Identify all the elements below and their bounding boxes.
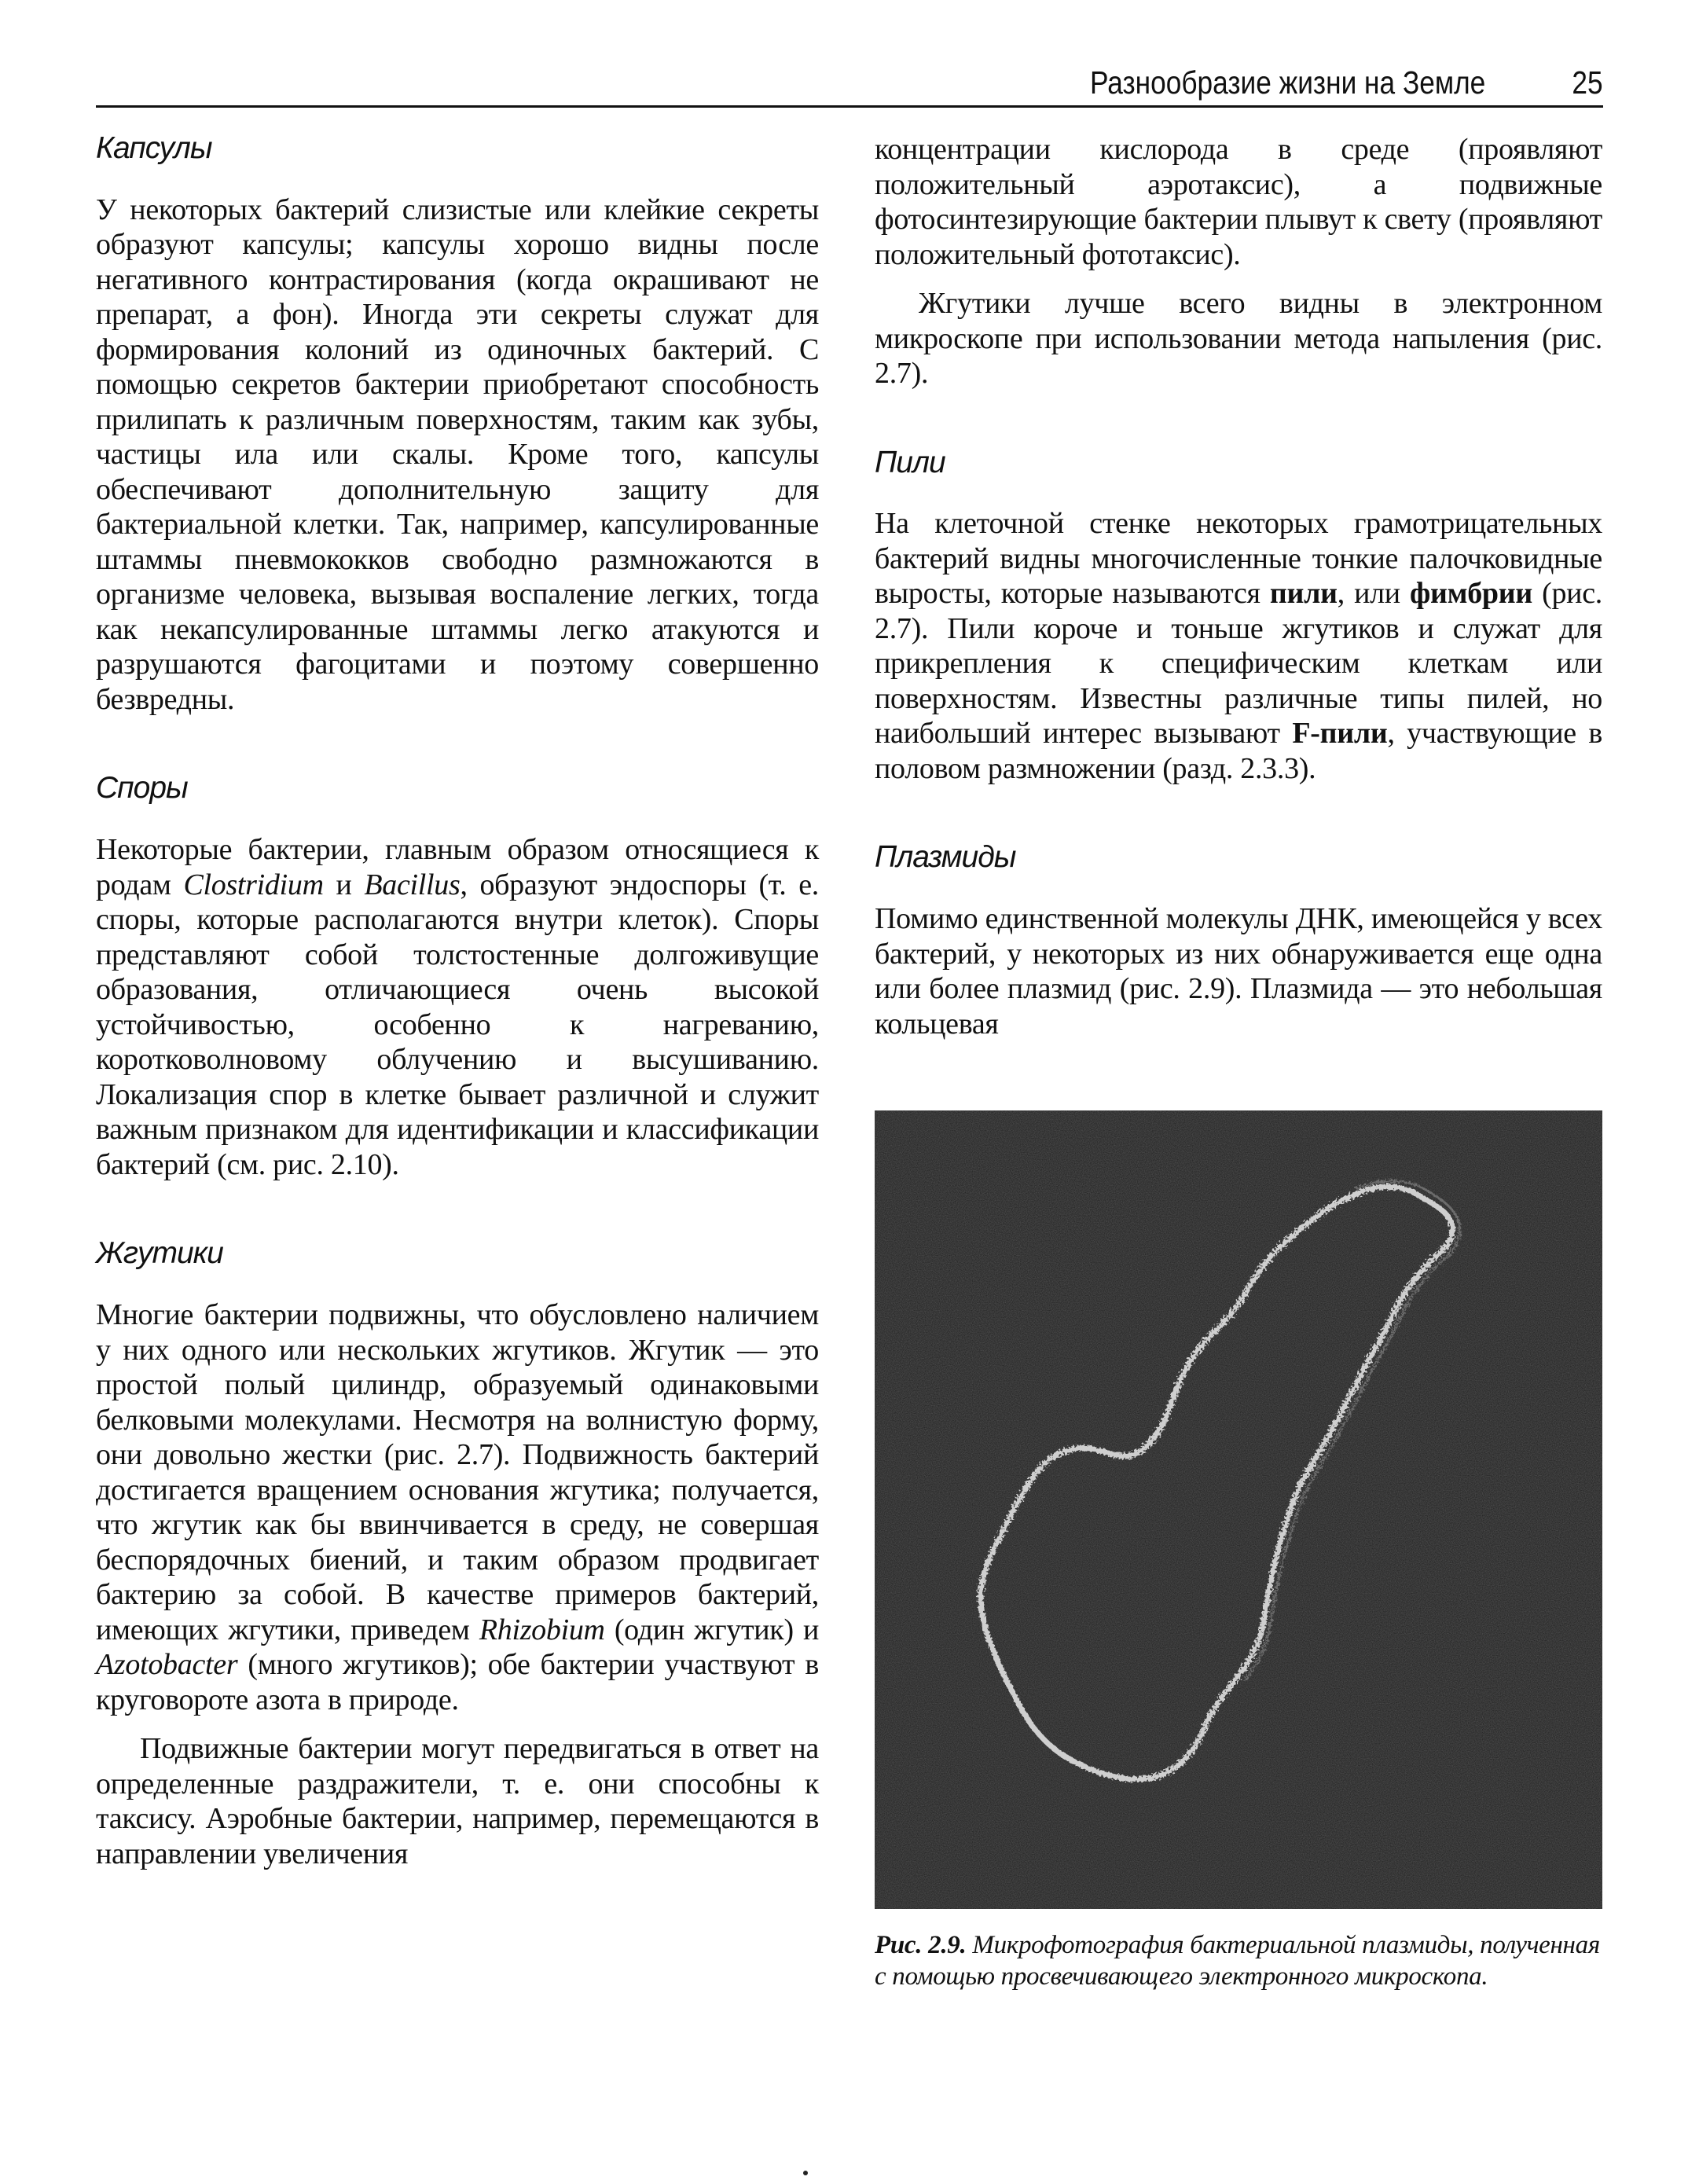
micrograph-grain xyxy=(875,1110,1602,1909)
genus-azotobacter: Azotobacter xyxy=(96,1648,238,1682)
paragraph-flagella-2: Подвижные бактерии могут передвигаться в ответ на определенные раздражители, т. е. они способны к таксису. Аэробные бактерии, например, перемещаются в направлении увеличения xyxy=(96,1732,819,1870)
page-number: 25 xyxy=(1572,64,1603,101)
heading-pili: Пили xyxy=(875,445,945,479)
term-f-pili: F-пили xyxy=(1292,717,1388,751)
bottom-mark-icon xyxy=(802,2169,809,2177)
figure-caption: Рис. 2.9. Микрофотография бактериальной плазмиды, полученная с помощью просвечивающего электронного микроскопа. xyxy=(875,1931,1600,1991)
paragraph-flagella-3: Жгутики лучше всего видны в электронном микроскопе при использовании метода напыления (рис. 2.7). xyxy=(875,287,1602,390)
term-fimbriae: фимбрии xyxy=(1410,577,1532,611)
heading-flagella: Жгутики xyxy=(96,1236,223,1271)
term-pili: пили xyxy=(1269,577,1338,611)
paragraph-capsules: У некоторых бактерий слизистые или клейкие секреты образуют капсулы; капсулы хорошо видны после негативного контрастирования (когда окрашивают не препарат, а фон). Иногда эти секреты служат для формирования колоний из одиночных бактерий. С помощью секретов бактерии приобретают способность прилипать к различным поверхностям, таким как зубы, частицы ила или скалы. Кроме того, капсулы обеспечивают дополнительную защиту для бактериальной клетки. Так, например, капсулированные штаммы пневмококков свободно размножаются в организме человека, вызывая воспаление легких, тогда как некапсулированные штаммы легко атакуются и разрушаются фагоцитами и поэтому совершенно безвредны. xyxy=(96,193,819,716)
genus-clostridium: Clostridium xyxy=(183,868,324,901)
figure-label: Рис. 2.9. xyxy=(875,1931,967,1960)
genus-rhizobium: Rhizobium xyxy=(479,1613,605,1646)
heading-plasmids: Плазмиды xyxy=(875,840,1016,875)
paragraph-plasmids: Помимо единственной молекулы ДНК, имеющейся у всех бактерий, у некоторых из них обнаруживается еще одна или более плазмид (рис. 2.9). Плазмида — это небольшая кольцевая xyxy=(875,902,1602,1041)
paragraph-flagella-1: Многие бактерии подвижны, что обусловлено наличием у них одного или нескольких жгутиков. Жгутик — это простой полый цилиндр, образуемый одинаковыми белковыми молекулами. Несмотря на волнистую форму, они довольно жестки (рис. 2.7). Подвижность бактерий достигается вращением основания жгутика; получается, что жгутик как бы ввинчивается в среду, не совершая беспорядочных биений, и таким образом продвигает бактерию за собой. В качестве примеров бактерий, имеющих жгутики, приведем Rhizobium (один жгутик) и Azotobacter (много жгутиков); обе бактерии участвуют в круговороте азота в природе. xyxy=(96,1298,819,1716)
running-head-title: Разнообразие жизни на Земле xyxy=(1089,64,1485,101)
heading-spores: Споры xyxy=(96,771,188,806)
right-column xyxy=(875,132,1602,1992)
plasmid-micrograph-image xyxy=(875,1110,1602,1909)
genus-bacillus: Bacillus xyxy=(364,868,461,901)
plasmid-micrograph xyxy=(875,1110,1602,1909)
left-column xyxy=(96,132,819,1871)
running-head xyxy=(96,61,1603,108)
paragraph-pili: На клеточной стенке некоторых грамотрицательных бактерий видны многочисленные тонкие палочковидные выросты, которые называются пили, или фимбрии (рис. 2.7). Пили короче и тоньше жгутиков и служат для прикрепления к специфическим клеткам или поверхностям. Известны различные типы пилей, но наибольший интерес вызывают F-пили, участвующие в половом размножении (разд. 2.3.3). xyxy=(875,507,1603,785)
paragraph-spores: Некоторые бактерии, главным образом относящиеся к родам Clostridium и Bacillus, образуют эндоспоры (т. е. споры, которые располагаются внутри клеток). Споры представляют собой толстостенные долгоживущие образования, отличающиеся очень высокой устойчивостью, особенно к нагреванию, коротковолновому облучению и высушиванию. Локализация спор в клетке бывает различной и служит важным признаком для идентификации и классификации бактерий (см. рис. 2.10). xyxy=(96,833,819,1181)
paragraph-flagella-2-continued: концентрации кислорода в среде (проявляют положительный аэротаксис), а подвижные фотосинтезирующие бактерии плывут к свету (проявляют положительный фототаксис). xyxy=(875,133,1602,271)
heading-capsules: Капсулы xyxy=(96,131,212,165)
